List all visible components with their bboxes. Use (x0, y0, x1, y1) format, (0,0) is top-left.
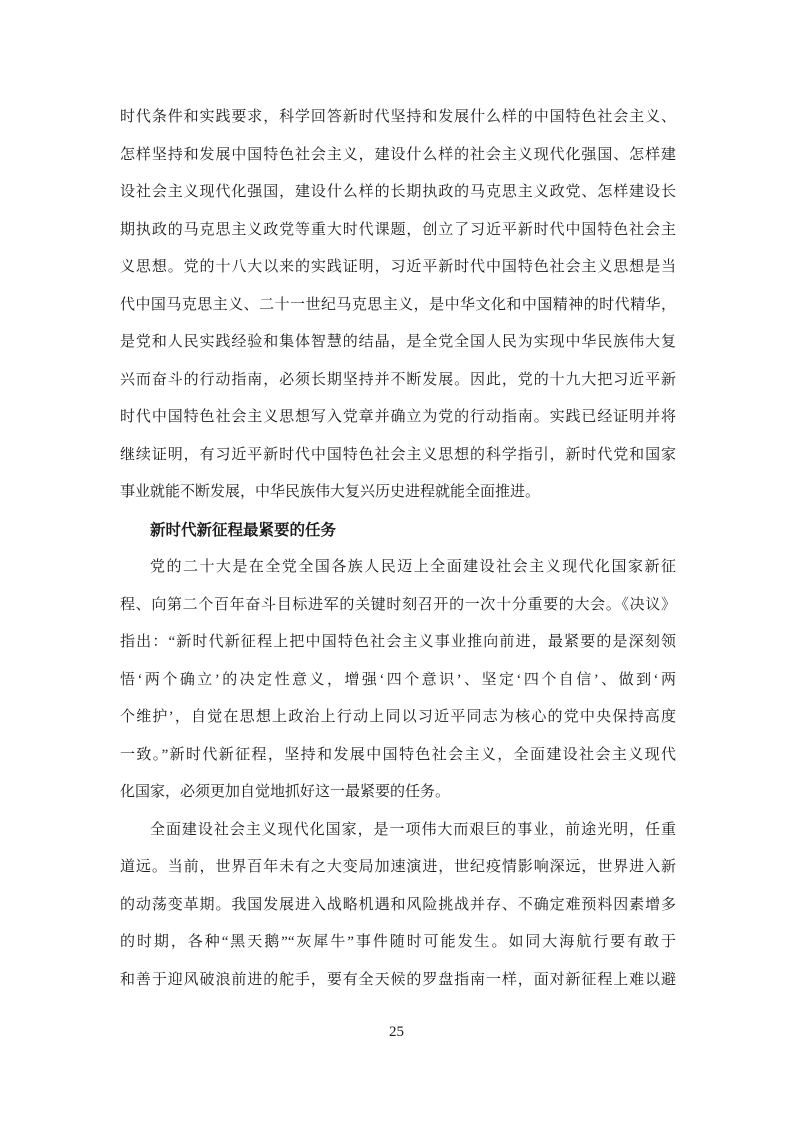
body-text-line: 全面建设社会主义现代化国家，是一项伟大而艰巨的事业，前途光明，任重 (150, 821, 676, 838)
body-text-line: 代中国马克思主义、二十一世纪马克思主义，是中华文化和中国精神的时代精华， (120, 296, 676, 313)
body-text-line: 时代条件和实践要求，科学回答新时代坚持和发展什么样的中国特色社会主义、 (120, 109, 676, 125)
body-text-line: 悟‘两个确立’的决定性意义，增强‘四个意识’、坚定‘四个自信’、做到‘两 (120, 671, 676, 688)
body-text-line: 义思想。党的十八大以来的实践证明，习近平新时代中国特色社会主义思想是当 (120, 259, 676, 275)
body-text-line: 和善于迎风破浪前进的舵手，要有全天候的罗盘指南一样，面对新征程上难以避 (120, 971, 676, 988)
body-text-line: 指出：“新时代新征程上把中国特色社会主义事业推向前进，最紧要的是深刻领 (120, 634, 676, 650)
body-text-line: 事业就能不断发展，中华民族伟大复兴历史进程就能全面推进。 (120, 484, 541, 500)
body-text-line: 的时期，各种“黑天鹅”“灰犀牛”事件随时可能发生。如同大海航行要有敢于 (120, 934, 676, 950)
body-text-line: 期执政的马克思主义政党等重大时代课题，创立了习近平新时代中国特色社会主 (120, 221, 676, 238)
body-text-line: 是党和人民实践经验和集体智慧的结晶，是全党全国人民为实现中华民族伟大复 (120, 334, 676, 350)
page-number: 25 (389, 1024, 404, 1040)
body-text-line: 道远。当前，世界百年未有之大变局加速演进，世纪疫情影响深远，世界进入新 (120, 859, 676, 875)
body-text-line: 化国家，必须更加自觉地抓好这一最紧要的任务。 (120, 784, 451, 800)
body-text-line: 个维护’，自觉在思想上政治上行动上同以习近平同志为核心的党中央保持高度 (120, 709, 676, 725)
body-text-line: 一致。”新时代新征程，坚持和发展中国特色社会主义，全面建设社会主义现代 (120, 746, 676, 763)
body-text-block (120, 99, 676, 999)
body-text-line: 党的二十大是在全党全国各族人民迈上全面建设社会主义现代化国家新征 (150, 559, 676, 575)
body-text-line: 继续证明，有习近平新时代中国特色社会主义思想的科学指引，新时代党和国家 (120, 446, 676, 463)
body-text-line: 程、向第二个百年奋斗目标进军的关键时刻召开的一次十分重要的大会。《决议》 (120, 596, 676, 613)
body-text-line: 的动荡变革期。我国发展进入战略机遇和风险挑战并存、不确定难预料因素增多 (120, 896, 676, 913)
body-text-line: 兴而奋斗的行动指南，必须长期坚持并不断发展。因此，党的十九大把习近平新 (120, 371, 676, 388)
body-text-line: 时代中国特色社会主义思想写入党章并确立为党的行动指南。实践已经证明并将 (120, 409, 676, 425)
section-heading: 新时代新征程最紧要的任务 (150, 521, 337, 539)
body-text-line: 怎样坚持和发展中国特色社会主义，建设什么样的社会主义现代化强国、怎样建 (120, 146, 676, 163)
body-text-line: 设社会主义现代化强国，建设什么样的长期执政的马克思主义政党、怎样建设长 (120, 184, 676, 200)
